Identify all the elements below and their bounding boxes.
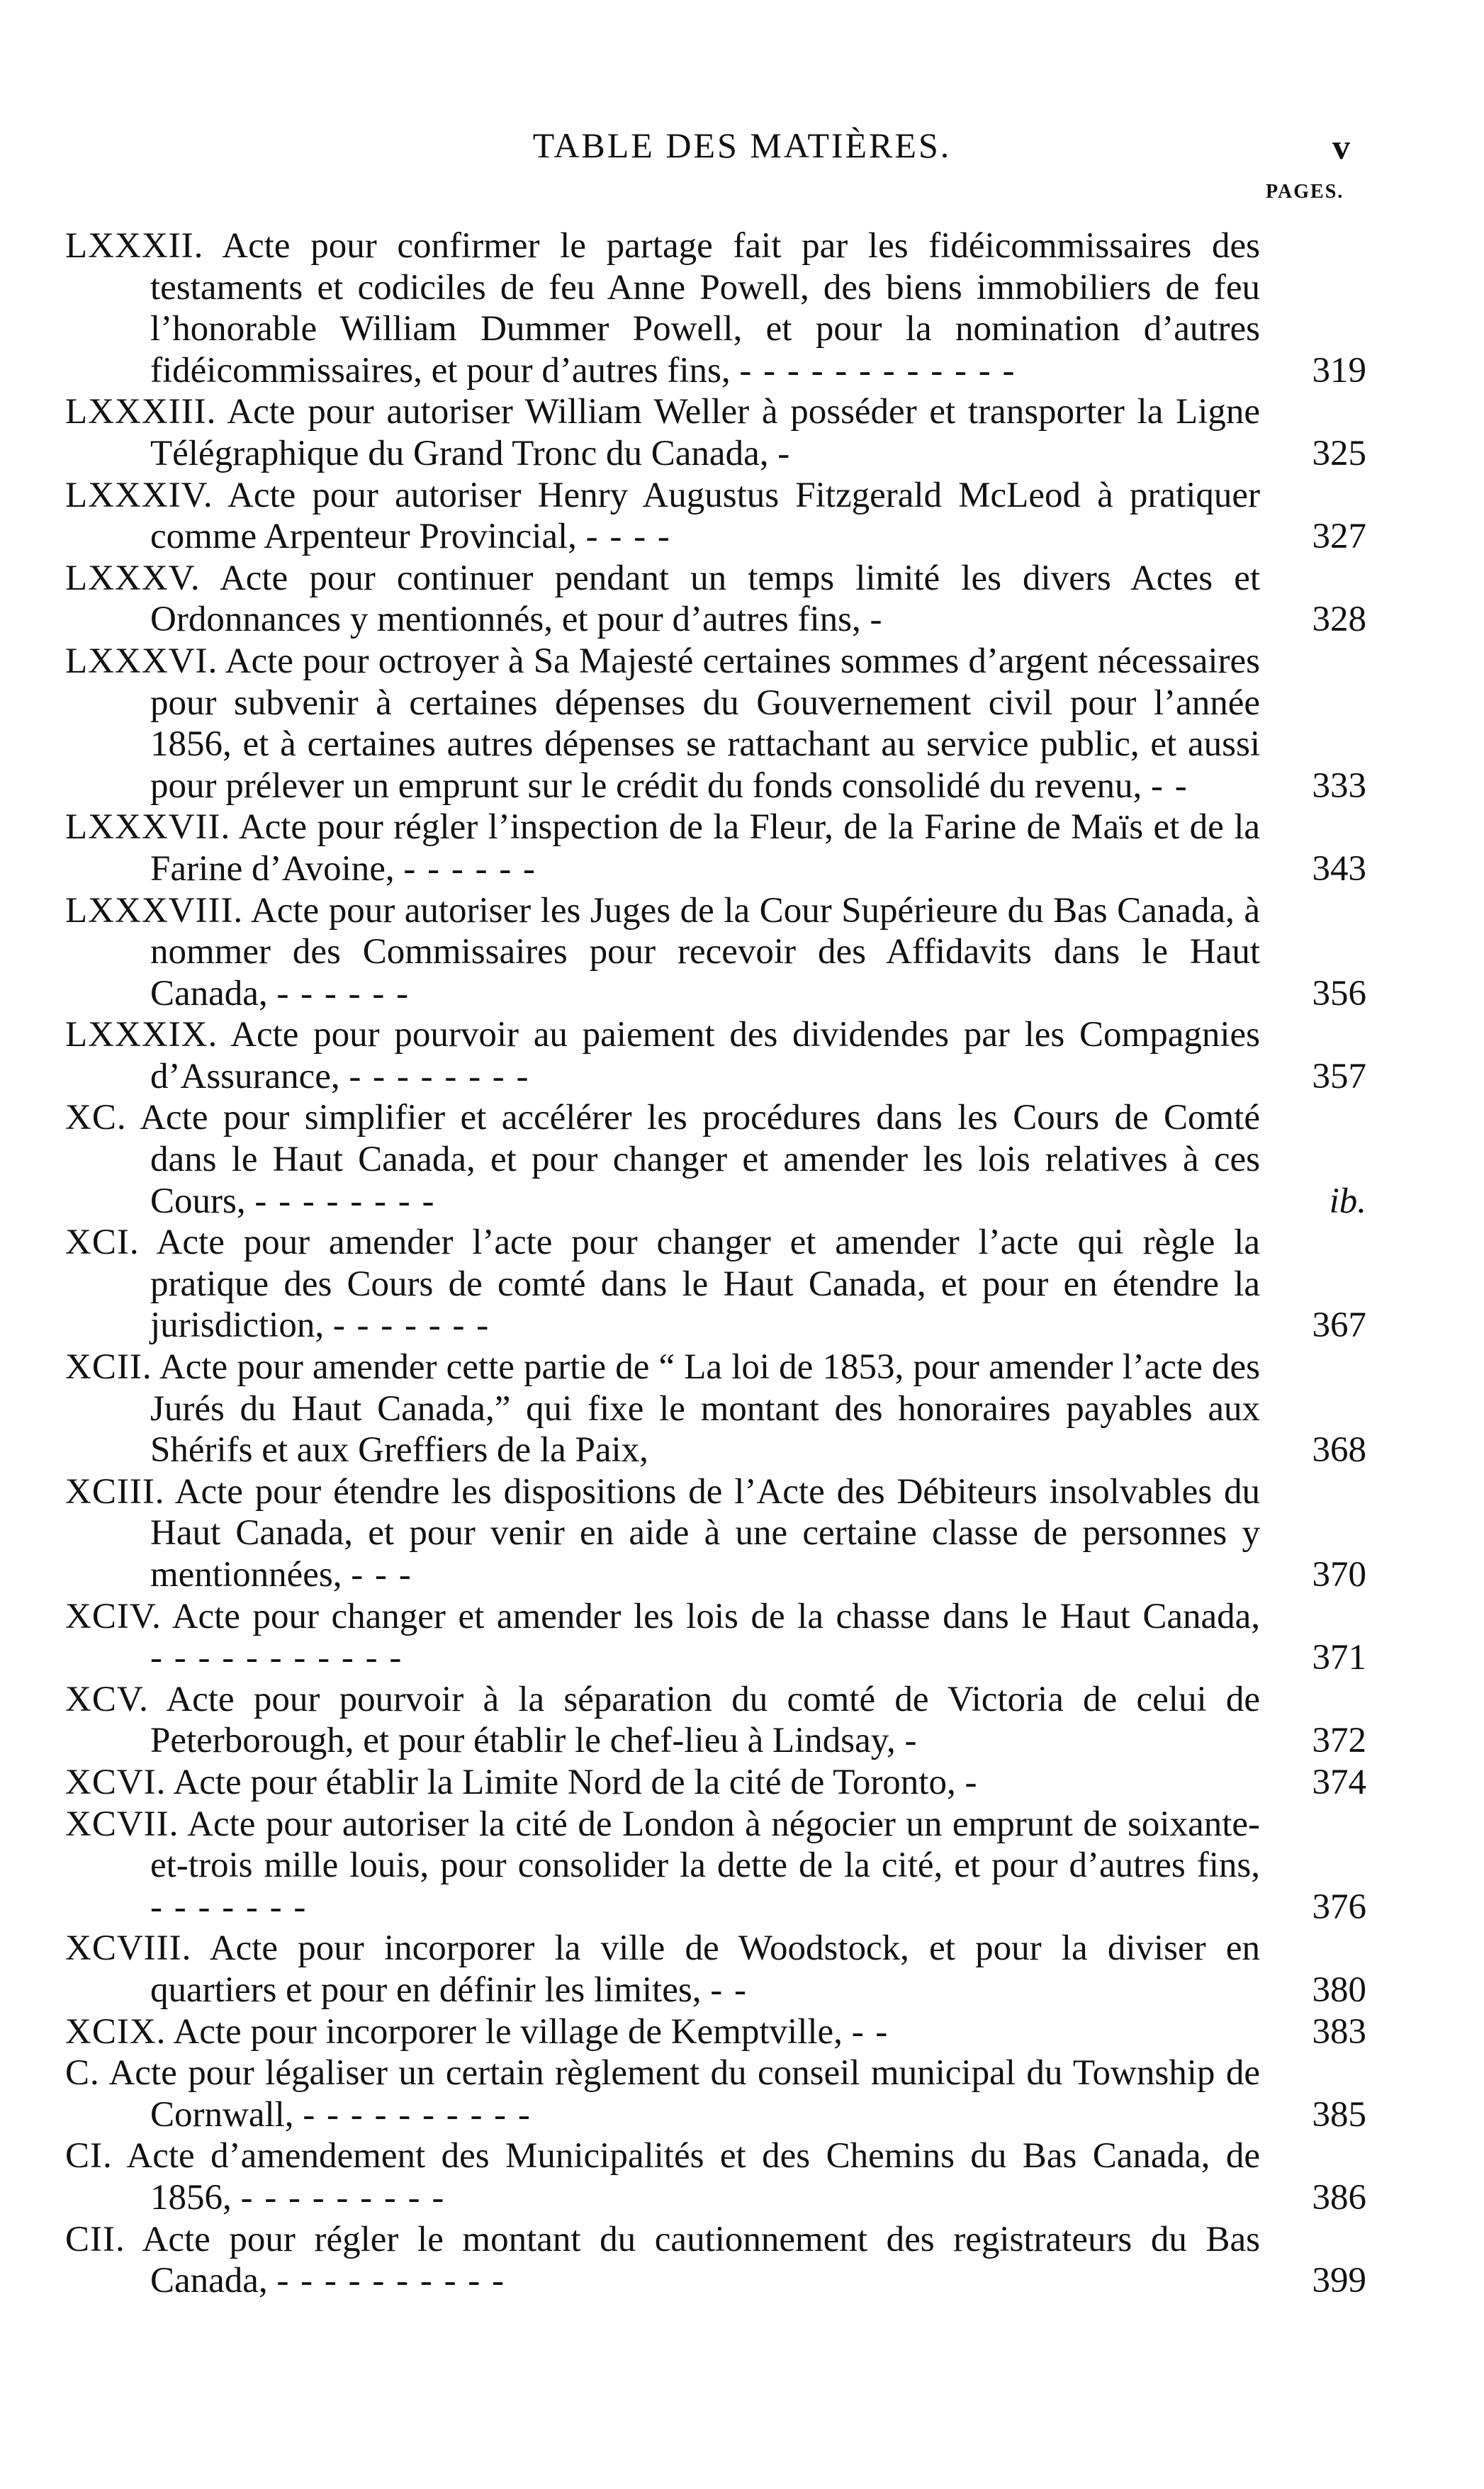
leader-dashes: - - - - xyxy=(585,517,671,557)
act-number: XCVI. xyxy=(65,1762,167,1802)
page-title: TABLE DES MATIÈRES. xyxy=(532,125,952,165)
toc-entry xyxy=(65,225,1366,391)
leader-dashes: - - - - - - - - - - xyxy=(303,2094,532,2135)
leader-dashes: - xyxy=(904,1721,918,1761)
act-number: XC. xyxy=(65,1098,127,1138)
page-reference: 399 xyxy=(1312,2261,1366,2301)
leader-dashes: - - - - - - xyxy=(276,973,410,1013)
leader-dashes: - xyxy=(777,433,792,473)
toc-entry xyxy=(65,475,1366,558)
act-title: Acte pour autoriser les Juges de la Cour Supérieure du Bas Canada, à nommer des Commissaires pour recevoir des Affidavits dans le Haut Canada, xyxy=(150,890,1261,1013)
act-title: Acte pour autoriser Henry Augustus Fitzgerald McLeod à pratiquer comme Arpenteur Provincial, xyxy=(150,475,1260,557)
page-reference: ib. xyxy=(1329,1181,1366,1221)
act-title: Acte pour légaliser un certain règlement du conseil municipal du Township de Cornwall, xyxy=(108,2053,1260,2135)
act-title: Acte pour amender cette partie de “ La loi de 1853, pour amender l’acte des Jurés du Haut Canada,” qui fixe le montant des honoraires payables aux Shérifs et aux Greffiers de la Paix, xyxy=(150,1347,1260,1471)
act-title: Acte pour amender l’acte pour changer et amender l’acte qui règle la pratique des Cours de comté dans le Haut Canada, et pour en étendre la jurisdiction, xyxy=(150,1223,1260,1346)
act-number: LXXXIX. xyxy=(65,1015,218,1055)
act-title: Acte pour autoriser la cité de London à négocier un emprunt de soixante-et-trois mille louis, pour consolider la dette de la cité, et pour d’autres fins, xyxy=(150,1804,1261,1886)
toc-entry xyxy=(65,1014,1366,1097)
leader-dashes: - - - - - - - - - - - xyxy=(150,1638,403,1678)
act-number: LXXXVI. xyxy=(65,641,218,681)
toc-entry xyxy=(65,641,1366,807)
leader-dashes: - - xyxy=(851,2011,889,2052)
toc-entry xyxy=(65,1679,1366,1762)
toc-entry xyxy=(65,2052,1366,2135)
act-title: Acte pour incorporer la ville de Woodstock, et pour la diviser en quartiers et pour en définir les limites, xyxy=(150,1928,1260,2010)
act-number: LXXXIII. xyxy=(65,392,217,432)
toc-entry xyxy=(65,807,1366,889)
pages-column-header: PAGES. xyxy=(1266,181,1344,203)
toc-entry xyxy=(65,558,1366,641)
act-title: Acte pour pourvoir à la séparation du comté de Victoria de celui de Peterborough, et pour établir le chef-lieu à Lindsay, xyxy=(150,1679,1261,1761)
toc-entry xyxy=(65,1097,1366,1222)
leader-dashes: - - - - - - - - xyxy=(254,1181,436,1221)
toc-entry xyxy=(65,1471,1366,1596)
page-reference: 383 xyxy=(1312,2011,1366,2052)
act-number: LXXXVII. xyxy=(65,807,231,848)
act-number: LXXXV. xyxy=(65,558,201,598)
act-number: XCVIII. xyxy=(65,1928,192,1969)
toc-entry xyxy=(65,1804,1366,1928)
act-number: XCIV. xyxy=(65,1596,162,1636)
leader-dashes: - - - - - - - - xyxy=(349,1056,530,1096)
act-number: C. xyxy=(65,2053,100,2094)
act-number: LXXXII. xyxy=(65,226,204,266)
act-title: Acte pour pourvoir au paiement des dividendes par les Compagnies d’Assurance, xyxy=(150,1015,1260,1096)
act-title: Acte pour confirmer le partage fait par les fidéicommissaires des testaments et codiciles de feu Anne Powell, des biens immobiliers de feu l’honorable William Dummer Powell, et pour la nomination d’autres fidéicommissaires, et pour d’autres fins, xyxy=(150,226,1261,391)
toc-entry xyxy=(65,1222,1366,1347)
act-title: Acte pour régler l’inspection de la Fleur, de la Farine de Maïs et de la Farine d’Avoine, xyxy=(150,807,1260,889)
act-title: Acte pour simplifier et accélérer les procédures dans les Cours de Comté dans le Haut Canada, et pour changer et amender les lois relatives à ces Cours, xyxy=(140,1098,1260,1221)
toc-entry xyxy=(65,2219,1366,2302)
act-number: XCIII. xyxy=(65,1471,165,1512)
act-number: XCVII. xyxy=(65,1804,179,1844)
page-reference: 356 xyxy=(1312,973,1366,1013)
page-reference: 328 xyxy=(1312,600,1366,640)
act-title: Acte d’amendement des Municipalités et des Chemins du Bas Canada, de 1856, xyxy=(126,2136,1261,2218)
toc-entry xyxy=(65,2135,1366,2218)
leader-dashes: - - - - - - - xyxy=(332,1305,490,1346)
page-reference: 357 xyxy=(1312,1056,1366,1096)
table-of-contents xyxy=(65,225,1366,2302)
act-number: CII. xyxy=(65,2219,125,2259)
page-reference: 368 xyxy=(1312,1430,1366,1471)
page-reference: 367 xyxy=(1312,1305,1366,1346)
act-title: Acte pour changer et amender les lois de la chasse dans le Haut Canada, xyxy=(172,1596,1261,1636)
toc-entry xyxy=(65,2011,1366,2053)
act-title: Acte pour autoriser William Weller à posséder et transporter la Ligne Télégraphique du Grand Tronc du Canada, xyxy=(150,392,1260,473)
page-reference: 385 xyxy=(1312,2094,1366,2135)
act-title: Acte pour étendre les dispositions de l’Acte des Débiteurs insolvables du Haut Canada, et pour venir en aide à une certaine classe de personnes y mentionnées, xyxy=(150,1471,1261,1595)
leader-dashes: - - xyxy=(1151,765,1188,806)
act-number: XCV. xyxy=(65,1679,149,1719)
leader-dashes: - - - - - - - - - - - - xyxy=(739,350,1016,391)
act-number: XCIX. xyxy=(65,2011,167,2052)
page-reference: 325 xyxy=(1312,433,1366,473)
leader-dashes: - xyxy=(870,600,884,640)
act-number: LXXXVIII. xyxy=(65,890,244,931)
leader-dashes: - xyxy=(965,1762,979,1802)
page-reference: 386 xyxy=(1312,2177,1366,2218)
toc-entry xyxy=(65,1928,1366,2011)
act-title: Acte pour octroyer à Sa Majesté certaines sommes d’argent nécessaires pour subvenir à certaines dépenses du Gouvernement civil pour l’année 1856, et à certaines autres dépenses se rattachant au service public, et aussi pour prélever un emprunt sur le crédit du fonds consolidé du revenu, xyxy=(150,641,1260,806)
act-number: XCI. xyxy=(65,1223,140,1263)
page-reference: 343 xyxy=(1312,848,1366,889)
page-reference: 371 xyxy=(1312,1638,1366,1678)
act-number: LXXXIV. xyxy=(65,475,213,515)
page-reference: 370 xyxy=(1312,1555,1366,1595)
act-title: Acte pour incorporer le village de Kemptville, xyxy=(173,2011,843,2052)
leader-dashes: - - xyxy=(710,1970,748,2010)
toc-entry xyxy=(65,391,1366,474)
leader-dashes: - - - xyxy=(351,1555,412,1595)
page-reference: 372 xyxy=(1312,1721,1366,1761)
act-title: Acte pour régler le montant du cautionnement des registrateurs du Bas Canada, xyxy=(142,2219,1260,2301)
toc-entry xyxy=(65,1596,1366,1679)
page-reference: 327 xyxy=(1312,517,1366,557)
page-reference: 376 xyxy=(1312,1887,1366,1927)
toc-entry xyxy=(65,1762,1366,1804)
toc-entry xyxy=(65,890,1366,1015)
page-reference: 374 xyxy=(1312,1762,1366,1802)
act-number: CI. xyxy=(65,2136,113,2176)
leader-dashes: - - - - - - - xyxy=(150,1887,308,1927)
act-title: Acte pour établir la Limite Nord de la cité de Toronto, xyxy=(173,1762,956,1802)
page-number: v xyxy=(1332,127,1350,167)
leader-dashes: - - - - - - - - - - xyxy=(276,2261,506,2301)
act-number: XCII. xyxy=(65,1347,152,1388)
page-reference: 333 xyxy=(1312,765,1366,806)
page-reference: 380 xyxy=(1312,1970,1366,2010)
leader-dashes: - - - - - - - - - xyxy=(240,2177,446,2218)
toc-entry xyxy=(65,1347,1366,1471)
leader-dashes: - - - - - - xyxy=(403,848,537,889)
page-reference: 319 xyxy=(1312,350,1366,391)
act-title: Acte pour continuer pendant un temps limité les divers Actes et Ordonnances y mentionnés, et pour d’autres fins, xyxy=(150,558,1261,640)
